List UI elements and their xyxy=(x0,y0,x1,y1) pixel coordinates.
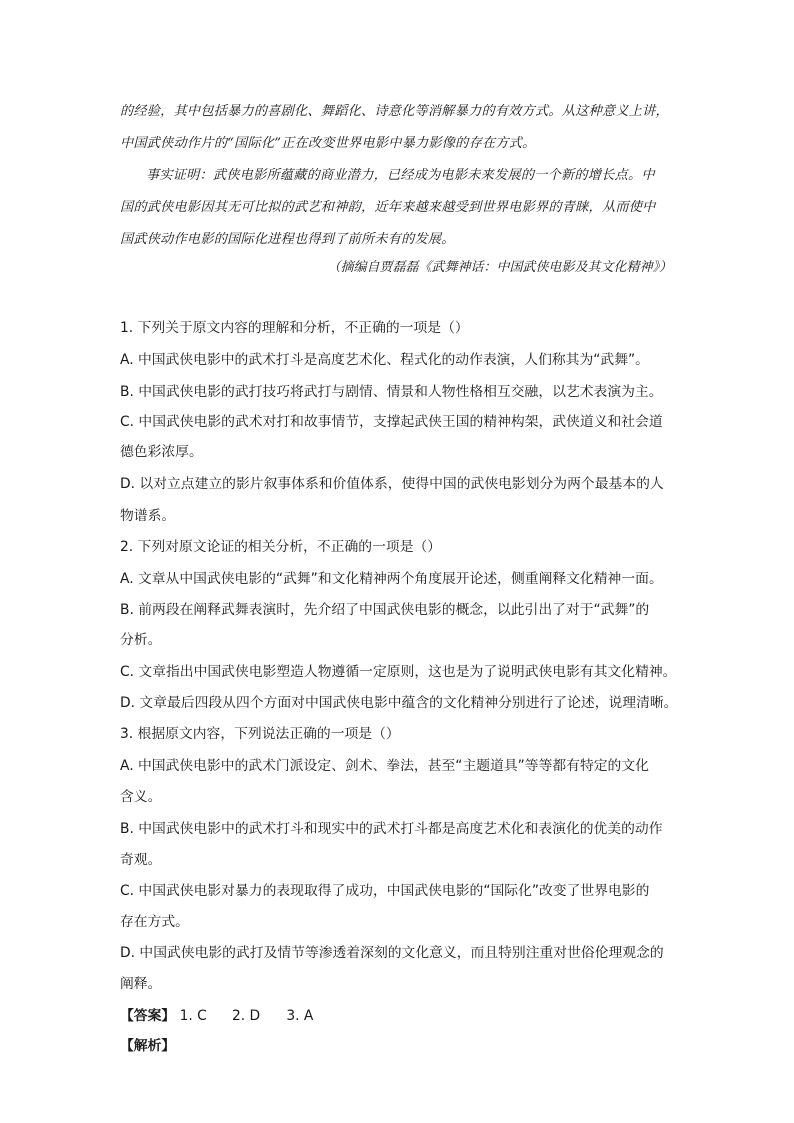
question-1-option-b: B. 中国武侠电影的武打技巧将武打与剧情、情景和人物性格相互交融，以艺术表演为主。 xyxy=(120,384,663,400)
passage-line: 事实证明：武侠电影所蕴藏的商业潜力，已经成为电影未来发展的一个新的增长点。中 xyxy=(146,168,655,183)
question-2-option-b: B. 前两段在阐释武舞表演时，先介绍了中国武侠电影的概念，以此引出了对于“武舞”的 xyxy=(120,602,650,618)
answer-2: 2. D xyxy=(231,1008,261,1024)
question-3-stem: 3. 根据原文内容，下列说法正确的一项是（） xyxy=(120,726,400,742)
question-2-option-d: D. 文章最后四段从四个方面对中国武侠电影中蕴含的文化精神分别进行了论述，说理清晰。 xyxy=(120,695,678,711)
analysis-label: 【解析】 xyxy=(120,1038,176,1054)
question-3-option-b: B. 中国武侠电影中的武术打斗和现实中的武术打斗都是高度艺术化和表演化的优美的动作 xyxy=(120,821,663,837)
question-1-stem: 1. 下列关于原文内容的理解和分析，不正确的一项是（） xyxy=(120,320,469,336)
passage-line: 国武侠动作电影的国际化进程也得到了前所未有的发展。 xyxy=(120,232,455,247)
passage-paragraph-1 xyxy=(120,96,675,160)
question-1-option-c: C. 中国武侠电影的武术对打和故事情节，支撑起武侠王国的精神构架，武侠道义和社会道 xyxy=(120,414,663,430)
question-3-option-d: D. 中国武侠电影的武打及情节等渗透着深刻的文化意义，而且特别注重对世俗伦理观念的 xyxy=(120,945,664,961)
passage-line: 的经验，其中包括暴力的喜剧化、舞蹈化、诗意化等消解暴力的有效方式。从这种意义上讲， xyxy=(120,104,669,119)
passage-line: 国的武侠电影因其无可比拟的武艺和神韵，近年来越来越受到世界电影界的青睐，从而使中 xyxy=(120,200,656,215)
question-2-option-b-cont: 分析。 xyxy=(120,632,162,648)
passage-line: 中国武侠动作片的“国际化”正在改变世界电影中暴力影像的存在方式。 xyxy=(120,136,536,151)
question-1-option-d: D. 以对立点建立的影片叙事体系和价值体系，使得中国的武侠电影划分为两个最基本的人 xyxy=(120,476,664,492)
question-1-option-c-cont: 德色彩浓厚。 xyxy=(120,444,203,460)
question-3-option-a-cont: 含义。 xyxy=(120,789,162,805)
question-3-option-a: A. 中国武侠电影中的武术门派设定、剑术、拳法，甚至“主题道具”等等都有特定的文化 xyxy=(120,758,649,774)
question-3-option-b-cont: 奇观。 xyxy=(120,852,162,868)
question-3-option-c-cont: 存在方式。 xyxy=(120,914,189,930)
passage-source: （摘编自贾磊磊《武舞神话：中国武侠电影及其文化精神》） xyxy=(327,260,672,275)
answer-label: 【答案】 xyxy=(120,1008,176,1024)
answer-1: 1. C xyxy=(179,1008,207,1024)
question-3-option-d-cont: 阐释。 xyxy=(120,976,162,992)
answer-3: 3. A xyxy=(286,1008,314,1024)
question-2-option-a: A. 文章从中国武侠电影的“武舞”和文化精神两个角度展开论述，侧重阐释文化精神一面。 xyxy=(120,571,663,587)
passage-paragraph-2 xyxy=(120,160,675,256)
question-1-option-d-cont: 物谱系。 xyxy=(120,508,176,524)
question-2-stem: 2. 下列对原文论证的相关分析，不正确的一项是（） xyxy=(120,539,442,555)
question-3-option-c: C. 中国武侠电影对暴力的表现取得了成功，中国武侠电影的“国际化”改变了世界电影的 xyxy=(120,883,650,899)
question-2-option-c: C. 文章指出中国武侠电影塑造人物遵循一定原则，这也是为了说明武侠电影有其文化精神。 xyxy=(120,664,677,680)
answer-row xyxy=(120,1006,313,1026)
question-1-option-a: A. 中国武侠电影中的武术打斗是高度艺术化、程式化的动作表演，人们称其为“武舞”。 xyxy=(120,352,649,368)
